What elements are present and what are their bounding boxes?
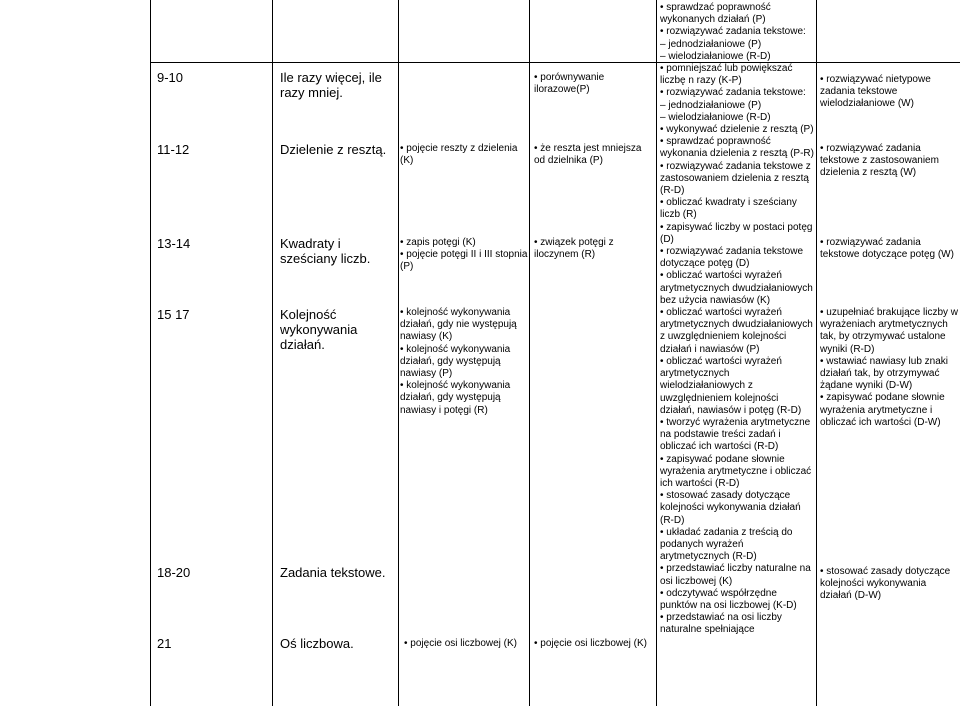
list-item: – jednodziałaniowe (P) [660,39,815,51]
advanced-skills-list [820,307,960,429]
row-hours: 15 17 [157,307,190,322]
list-item: • związek potęgi z iloczynem (R) [534,237,652,261]
list-item: • rozwiązywać zadania tekstowe dotyczące potęg (W) [820,237,960,261]
row-divider [150,62,960,63]
knowledge-list [534,72,652,96]
column-divider [816,0,817,706]
concepts-list [400,237,528,274]
row-topic: Dzielenie z resztą. [280,142,387,157]
list-item: • porównywanie ilorazowe(P) [534,72,652,96]
column-divider [272,0,273,706]
list-item: • kolejność wykonywania działań, gdy nie występują nawiasy (K) [400,307,528,344]
table-border-left [150,0,151,706]
advanced-skills-list [820,566,960,603]
basic-skills-list [660,2,815,637]
row-hours: 18-20 [157,565,191,580]
concepts-list [404,638,534,650]
knowledge-list [534,143,652,167]
knowledge-list [534,237,652,261]
column-divider [398,0,399,706]
list-item: • rozwiązywać zadania tekstowe z zastosowaniem dzielenia z resztą (W) [820,143,960,180]
list-item: • zapisywać podane słownie wyrażenia arytmetyczne i obliczać ich wartości (R-D) [660,454,815,491]
list-item: • uzupełniać brakujące liczby w wyrażeniach arytmetycznych tak, by otrzymywać ustalone wyniki (R-D) [820,307,960,356]
list-item: • rozwiązywać zadania tekstowe z zastosowaniem dzielenia z resztą (R-D) [660,161,815,198]
row-topic: Kwadraty i sześciany liczb. [280,236,371,266]
list-item: • układać zadania z treścią do podanych wyrażeń arytmetycznych (R-D) [660,527,815,564]
list-item: • rozwiązywać nietypowe zadania tekstowe wielodziałaniowe (W) [820,74,960,111]
column-divider [656,0,657,706]
list-item: • sprawdzać poprawność wykonanych działań (P) [660,2,815,26]
concepts-list [400,307,528,417]
list-item: • rozwiązywać zadania tekstowe dotyczące potęg (D) [660,246,815,270]
list-item: • że reszta jest mniejsza od dzielnika (P) [534,143,652,167]
row-topic: Zadania tekstowe. [280,565,386,580]
row-topic: Ile razy więcej, ile razy mniej. [280,70,382,100]
list-item: – jednodziałaniowe (P) [660,100,815,112]
row-topic: Kolejność wykonywania działań. [280,307,358,352]
list-item: • pojęcie potęgi II i III stopnia (P) [400,249,528,273]
concepts-list [400,143,528,167]
list-item: • przedstawiać liczby naturalne na osi liczbowej (K) [660,563,815,587]
list-item: • wykonywać dzielenie z resztą (P) [660,124,815,136]
row-hours: 9-10 [157,70,184,85]
list-item: • zapis potęgi (K) [400,237,528,249]
list-item: • rozwiązywać zadania tekstowe: [660,87,815,99]
list-item: – wielodziałaniowe (R-D) [660,51,815,63]
list-item: • obliczać kwadraty i sześciany liczb (R) [660,197,815,221]
row-hours: 11-12 [157,142,190,157]
list-item: – wielodziałaniowe (R-D) [660,112,815,124]
list-item: • obliczać wartości wyrażeń arytmetycznych wielodziałaniowych z uwzględnieniem kolejności działań, nawiasów i potęg (R-D) [660,356,815,417]
list-item: • zapisywać podane słownie wyrażenia arytmetyczne i obliczać ich wartości (D-W) [820,392,960,429]
list-item: • pojęcie reszty z dzielenia (K) [400,143,528,167]
list-item: • tworzyć wyrażenia arytmetyczne na podstawie treści zadań i obliczać ich wartości (R-D) [660,417,815,454]
list-item: • sprawdzać poprawność wykonania dzielenia z resztą (P-R) [660,136,815,160]
list-item: • pomniejszać lub powiększać liczbę n razy (K-P) [660,63,815,87]
list-item: • wstawiać nawiasy lub znaki działań tak, by otrzymywać żądane wyniki (D-W) [820,356,960,393]
row-hours: 21 [157,636,172,651]
list-item: • odczytywać współrzędne punktów na osi liczbowej (K-D) [660,588,815,612]
list-item: • rozwiązywać zadania tekstowe: [660,26,815,38]
list-item: • obliczać wartości wyrażeń arytmetycznych dwudziałaniowych bez użycia nawiasów (K) [660,270,815,307]
list-item: • stosować zasady dotyczące kolejności wykonywania działań (R-D) [660,490,815,527]
advanced-skills-list [820,74,960,111]
row-topic: Oś liczbowa. [280,636,354,651]
list-item: • obliczać wartości wyrażeń arytmetycznych dwudziałaniowych z uwzględnieniem kolejności działań i nawiasów (P) [660,307,815,356]
list-item: • stosować zasady dotyczące kolejności wykonywania działań (D-W) [820,566,960,603]
advanced-skills-list [820,143,960,180]
column-divider [529,0,530,706]
list-item: • przedstawiać na osi liczby naturalne spełniające [660,612,815,636]
list-item: • kolejność wykonywania działań, gdy występują nawiasy (P) [400,344,528,381]
row-hours: 13-14 [157,236,191,251]
list-item: • pojęcie osi liczbowej (K) [404,638,534,650]
knowledge-list [534,638,656,650]
list-item: • kolejność wykonywania działań, gdy występują nawiasy i potęgi (R) [400,380,528,417]
advanced-skills-list [820,237,960,261]
list-item: • zapisywać liczby w postaci potęg (D) [660,222,815,246]
list-item: • pojęcie osi liczbowej (K) [534,638,656,650]
